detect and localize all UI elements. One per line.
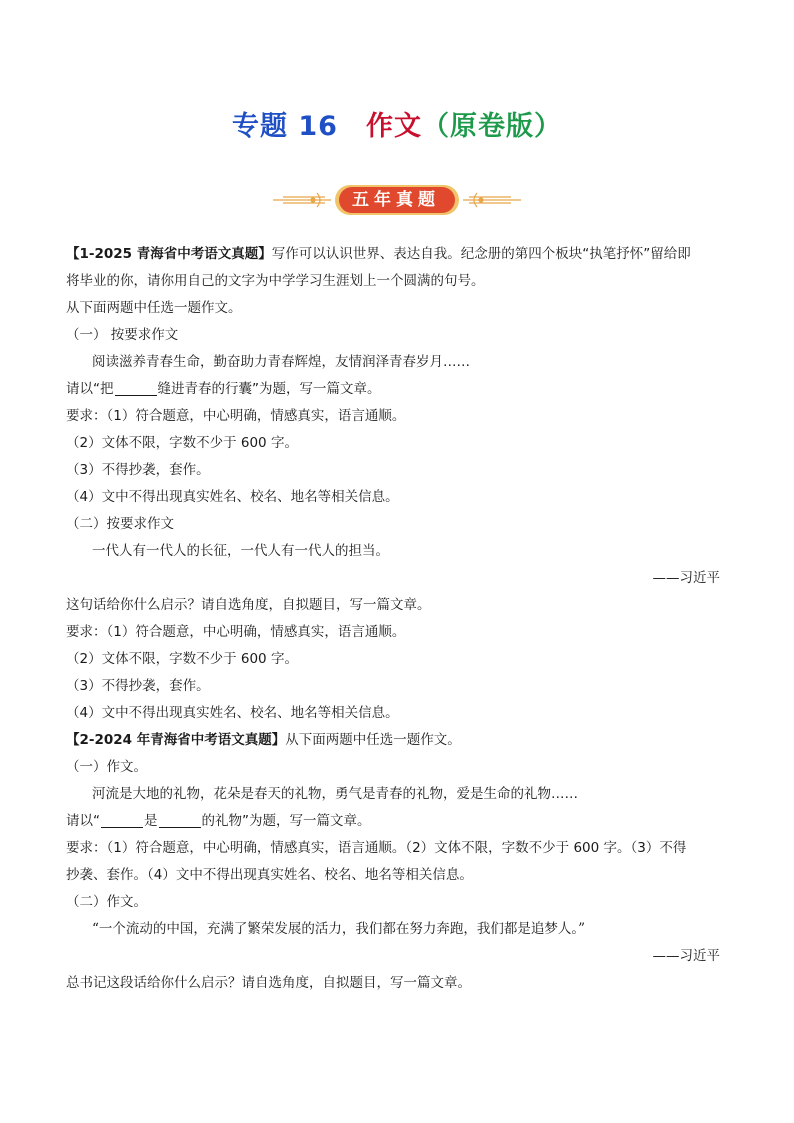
fill-blank [101, 815, 143, 828]
q2-part1-material: 河流是大地的礼物，花朵是春天的礼物，勇气是青春的礼物，爱是生命的礼物…… [92, 786, 578, 802]
q1-part2-quote: 一代人有一代人的长征，一代人有一代人的担当。 [92, 543, 389, 559]
q1-part1-prompt: 请以“把 缝进青春的行囊”为题，写一篇文章。 [66, 381, 381, 397]
title-topic-number: 专题 16 [232, 111, 338, 142]
q1-choose-instruction: 从下面两题中任选一题作文。 [66, 300, 242, 316]
q2-source-tag: 【2-2024 年青海省中考语文真题】 [66, 732, 286, 748]
q1-part1-material: 阅读滋养青春生命，勤奋助力青春辉煌，友情润泽青春岁月…… [92, 354, 470, 370]
q2-part2-quote: “一个流动的中国，充满了繁荣发展的活力，我们都在努力奔跑，我们都是追梦人。” [92, 921, 586, 937]
document-body [66, 241, 726, 997]
q1-part2-requirement-3: （3）不得抄袭，套作。 [66, 678, 210, 694]
q1-part1-requirement-4: （4）文中不得出现真实姓名、校名、地名等相关信息。 [66, 489, 399, 505]
q1-part1-heading: （一） 按要求作文 [66, 327, 179, 343]
q2-part1-prompt: 请以“ 是 的礼物”为题，写一篇文章。 [66, 813, 371, 829]
q1-intro-line-1: 【1-2025 青海省中考语文真题】写作可以认识世界、表达自我。纪念册的第四个板块“执笔抒怀”留给即 [66, 246, 691, 262]
title-subject: 作文 [365, 111, 422, 142]
q2-part1-requirements-line-1: 要求：（1）符合题意，中心明确，情感真实，语言通顺。（2）文体不限，字数不少于 600 字。（3）不得 [66, 840, 687, 856]
q1-part2-quote-source: ——习近平 [652, 570, 720, 586]
section-banner-label: 五年真题 [352, 190, 440, 210]
title-edition: （原卷版） [421, 111, 562, 142]
q1-part1-requirement-1: 要求：（1）符合题意，中心明确，情感真实，语言通顺。 [66, 408, 406, 424]
q1-part2-requirement-4: （4）文中不得出现真实姓名、校名、地名等相关信息。 [66, 705, 399, 721]
q2-part2-heading: （二）作文。 [66, 894, 147, 910]
q1-intro-line-2: 将毕业的你，请你用自己的文字为中学学习生涯划上一个圆满的句号。 [66, 273, 485, 289]
page-title [0, 104, 794, 143]
q1-source-tag: 【1-2025 青海省中考语文真题】 [66, 246, 272, 262]
q2-intro-line: 【2-2024 年青海省中考语文真题】从下面两题中任选一题作文。 [66, 732, 461, 748]
q1-part2-heading: （二）按要求作文 [66, 516, 174, 532]
q1-part1-requirement-2: （2）文体不限，字数不少于 600 字。 [66, 435, 298, 451]
q1-part2-requirement-2: （2）文体不限，字数不少于 600 字。 [66, 651, 298, 667]
q2-part1-heading: （一）作文。 [66, 759, 147, 775]
q1-part1-requirement-3: （3）不得抄袭，套作。 [66, 462, 210, 478]
fill-blank [115, 383, 157, 396]
q1-part2-requirement-1: 要求：（1）符合题意，中心明确，情感真实，语言通顺。 [66, 624, 406, 640]
q2-part2-quote-source: ——习近平 [652, 948, 720, 964]
q2-part1-requirements-line-2: 抄袭、套作。（4）文中不得出现真实姓名、校名、地名等相关信息。 [66, 867, 473, 883]
q2-part2-prompt: 总书记这段话给你什么启示？请自选角度，自拟题目，写一篇文章。 [66, 975, 471, 991]
fill-blank [159, 815, 201, 828]
q1-part2-prompt: 这句话给你什么启示？请自选角度，自拟题目，写一篇文章。 [66, 597, 431, 613]
